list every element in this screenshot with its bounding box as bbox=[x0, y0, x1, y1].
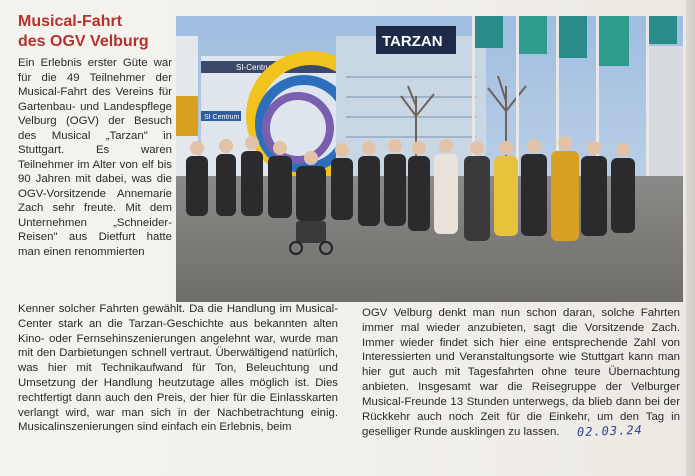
sign-centrum-top: SI-Centrum bbox=[236, 63, 277, 72]
article-paragraph-intro: Ein Erlebnis erster Güte war für die 49 Teilnehmer der Musical-Fahrt des Vereins für Gartenbau- und Landespflege Velburg (OGV) der Besuch des Musical „Tarzan" in Stuttgart. Es waren Teilnehmer im Alter von elf bis 90 Jahren mit dabei, was die OGV-Vorsitzende Annemarie Zach sehr freute. Mit dem Unternehmen „Schneider-Reisen" aus Dietfurt hatte man einen renommierten bbox=[18, 57, 172, 258]
article-title bbox=[18, 12, 178, 52]
article-column-bottom-right bbox=[362, 306, 680, 440]
page-edge-shadow bbox=[686, 0, 695, 476]
article-column-left bbox=[18, 56, 172, 259]
handwritten-date: 02.03.24 bbox=[576, 423, 643, 440]
article-title-line-1: Musical-Fahrt bbox=[18, 13, 123, 30]
article-paragraph-closing-text: OGV Velburg denkt man nun schon daran, solche Fahrten immer mal wieder anzubieten, sagt die Vorsitzende Zach. Immer wieder findet sich hier eine entsprechende Zahl von Interessierten und Veranstaltungsorte wie Stuttgart kann man hier gut auch mit Tagesfahrten ohne teure Übernachtung anbieten. Insgesamt war die Reisegruppe der Velburger Musical-Freunde 13 Stunden unterwegs, da blieb dann bei der Rückkehr auch noch Zeit für die Einkehr, um den Tag in geselliger Runde ausklingen zu lassen. bbox=[362, 307, 680, 439]
article-paragraph-continued: Kenner solcher Fahrten gewählt. Da die Handlung im Musical-Center stark an die Tarzan-Geschichte aus bekannten alten Kino- oder Fernsehinszenierungen angelehnt war, wurde man mit den Darbietungen schnell vertraut. Überwältigend natürlich, was hier mit Technikaufwand für Ton, Beleuchtung und Umsetzung der Handlung heutzutage alles möglich ist. Dies rechtfertigt dann auch den Preis, der hier für die Einlasskarten verlangt wird, war man sich in der Nachbetrachtung einig. Musicalinszenierungen sind einfach ein Erlebnis, beim bbox=[18, 303, 338, 434]
sign-centrum-side: SI Centrum bbox=[204, 114, 240, 121]
article-title-line-2: des OGV Velburg bbox=[18, 33, 149, 50]
article-column-bottom-left bbox=[18, 302, 338, 435]
sign-tarzan: TARZAN bbox=[382, 33, 443, 50]
group-photo bbox=[176, 16, 683, 302]
group-photo-illustration bbox=[176, 16, 683, 302]
article-paragraph-closing bbox=[362, 306, 680, 440]
